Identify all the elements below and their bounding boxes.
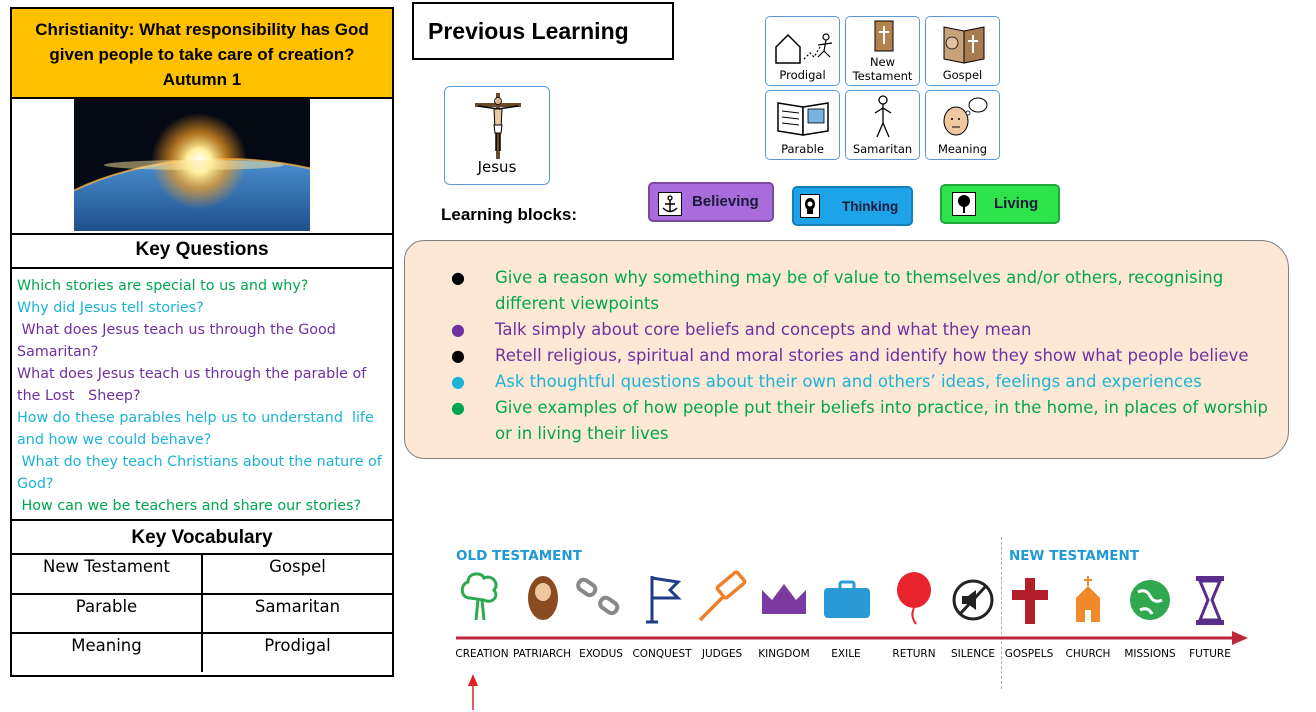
title-line-3: Autumn 1 [162,70,242,89]
head-icon [800,194,820,218]
current-stage-arrow [468,674,478,710]
judges-icon [700,571,745,620]
stage-label: GOSPELS [1004,648,1054,660]
vocab-cell: Prodigal [202,633,392,672]
outcome-item [451,265,1275,317]
outcome-item [451,369,1275,395]
timeline-graphic [0,570,1316,712]
key-vocabulary-heading: Key Vocabulary [12,519,392,555]
new-testament-label: NEW TESTAMENT [1009,548,1140,564]
symbol-card-meaning [925,90,1000,160]
stage-label: PATRIARCH [512,648,572,660]
bullet: ● [451,320,465,339]
vocab-cell: Meaning [12,633,202,672]
vocab-cell: Parable [12,594,202,633]
key-question: Why did Jesus tell stories? [17,300,204,316]
creation-icon [462,574,496,620]
block-living [940,184,1060,224]
missions-icon [1130,580,1170,620]
outcome-text: Give a reason why something may be of value to themselves and/or others, recognising different viewpoints [495,268,1224,313]
outcome-text: Give examples of how people put their beliefs into practice, in the home, in places of worship or in living their lives [495,398,1269,443]
symbol-label: Prodigal [779,68,826,82]
stage-label: RETURN [892,648,936,660]
conquest-icon [646,576,678,622]
thinking-head-icon [926,91,1001,143]
stage-label: SILENCE [950,648,996,660]
vocab-cell: New Testament [12,555,202,594]
open-book-icon [766,91,841,143]
block-thinking [792,186,913,226]
bullet: ● [451,398,465,417]
old-testament-label: OLD TESTAMENT [456,548,582,564]
symbol-card-samaritan [845,90,920,160]
bible-icon [846,17,921,57]
bullet: ● [451,268,465,287]
earth-sunrise-image [74,99,310,231]
key-questions-list [17,275,389,517]
symbol-card-gospel [925,16,1000,86]
person-icon [846,91,921,143]
timeline-arrow-head [1232,631,1248,645]
key-question: How can we be teachers and share our stories? [17,498,362,514]
key-question: What does Jesus teach us through the Good Samaritan? [17,322,341,360]
symbol-label: Meaning [937,142,988,156]
title-line-1: Christianity: What responsibility has God [35,20,369,39]
key-question: Which stories are special to us and why? [17,278,309,294]
earth-image-cell [12,99,392,235]
outcome-item [451,317,1275,343]
outcome-item [451,395,1275,447]
stage-label: EXODUS [579,648,623,660]
patriarch-icon [528,576,558,620]
block-believing [648,182,774,222]
symbol-label: Samaritan [852,142,913,156]
block-label: Believing [692,193,759,210]
outcome-item [451,343,1275,369]
anchor-icon [658,192,682,216]
key-questions-heading: Key Questions [12,233,392,269]
learning-outcomes-box [404,240,1289,459]
symbol-label: Parable [781,142,824,156]
gospel-book-icon [926,17,1001,69]
exile-icon [824,582,870,618]
symbol-label: New Testament [852,55,913,83]
tree-icon [952,192,976,216]
stage-label: CHURCH [1065,648,1111,660]
symbol-card-parable [765,90,840,160]
symbol-card-prodigal [765,16,840,86]
jesus-card [444,86,550,185]
title-line-2: given people to take care of creation? [49,45,355,64]
key-question: What do they teach Christians about the nature of God? [17,454,387,492]
kingdom-icon [762,584,806,614]
outcome-text: Ask thoughtful questions about their own and others’ ideas, feelings and experiences [495,372,1202,391]
stage-label: EXILE [831,648,861,660]
outcome-text: Talk simply about core beliefs and concepts and what they mean [495,320,1032,339]
vocab-cell: Samaritan [202,594,392,633]
bullet: ● [451,372,465,391]
unit-title [12,9,392,99]
future-icon [1196,576,1224,625]
stage-label: KINGDOM [758,648,810,660]
return-icon [897,572,931,624]
symbol-label: Gospel [942,68,983,82]
crucifix-icon [445,87,551,162]
block-label: Thinking [842,199,899,214]
block-label: Living [994,195,1039,212]
stage-label: FUTURE [1189,648,1231,660]
silence-icon [954,581,992,619]
prodigal-icon [766,17,841,69]
gospels-icon [1012,578,1048,624]
stage-label: MISSIONS [1124,648,1176,660]
jesus-label: Jesus [477,158,517,176]
bullet: ● [451,346,465,365]
vocab-cell: Gospel [202,555,392,594]
previous-learning-heading: Previous Learning [412,2,674,60]
symbol-card-new-testament [845,16,920,86]
outcome-text: Retell religious, spiritual and moral stories and identify how they show what people believe [495,346,1249,365]
key-question: How do these parables help us to understand life and how we could behave? [17,410,379,448]
learning-blocks-label: Learning blocks: [441,205,578,224]
key-question: What does Jesus teach us through the parable of the Lost Sheep? [17,366,371,404]
stage-label: JUDGES [701,648,743,660]
exodus-icon [576,578,619,615]
stage-label: CREATION [455,648,509,660]
stage-label: CONQUEST [632,648,692,660]
church-icon [1076,576,1100,622]
